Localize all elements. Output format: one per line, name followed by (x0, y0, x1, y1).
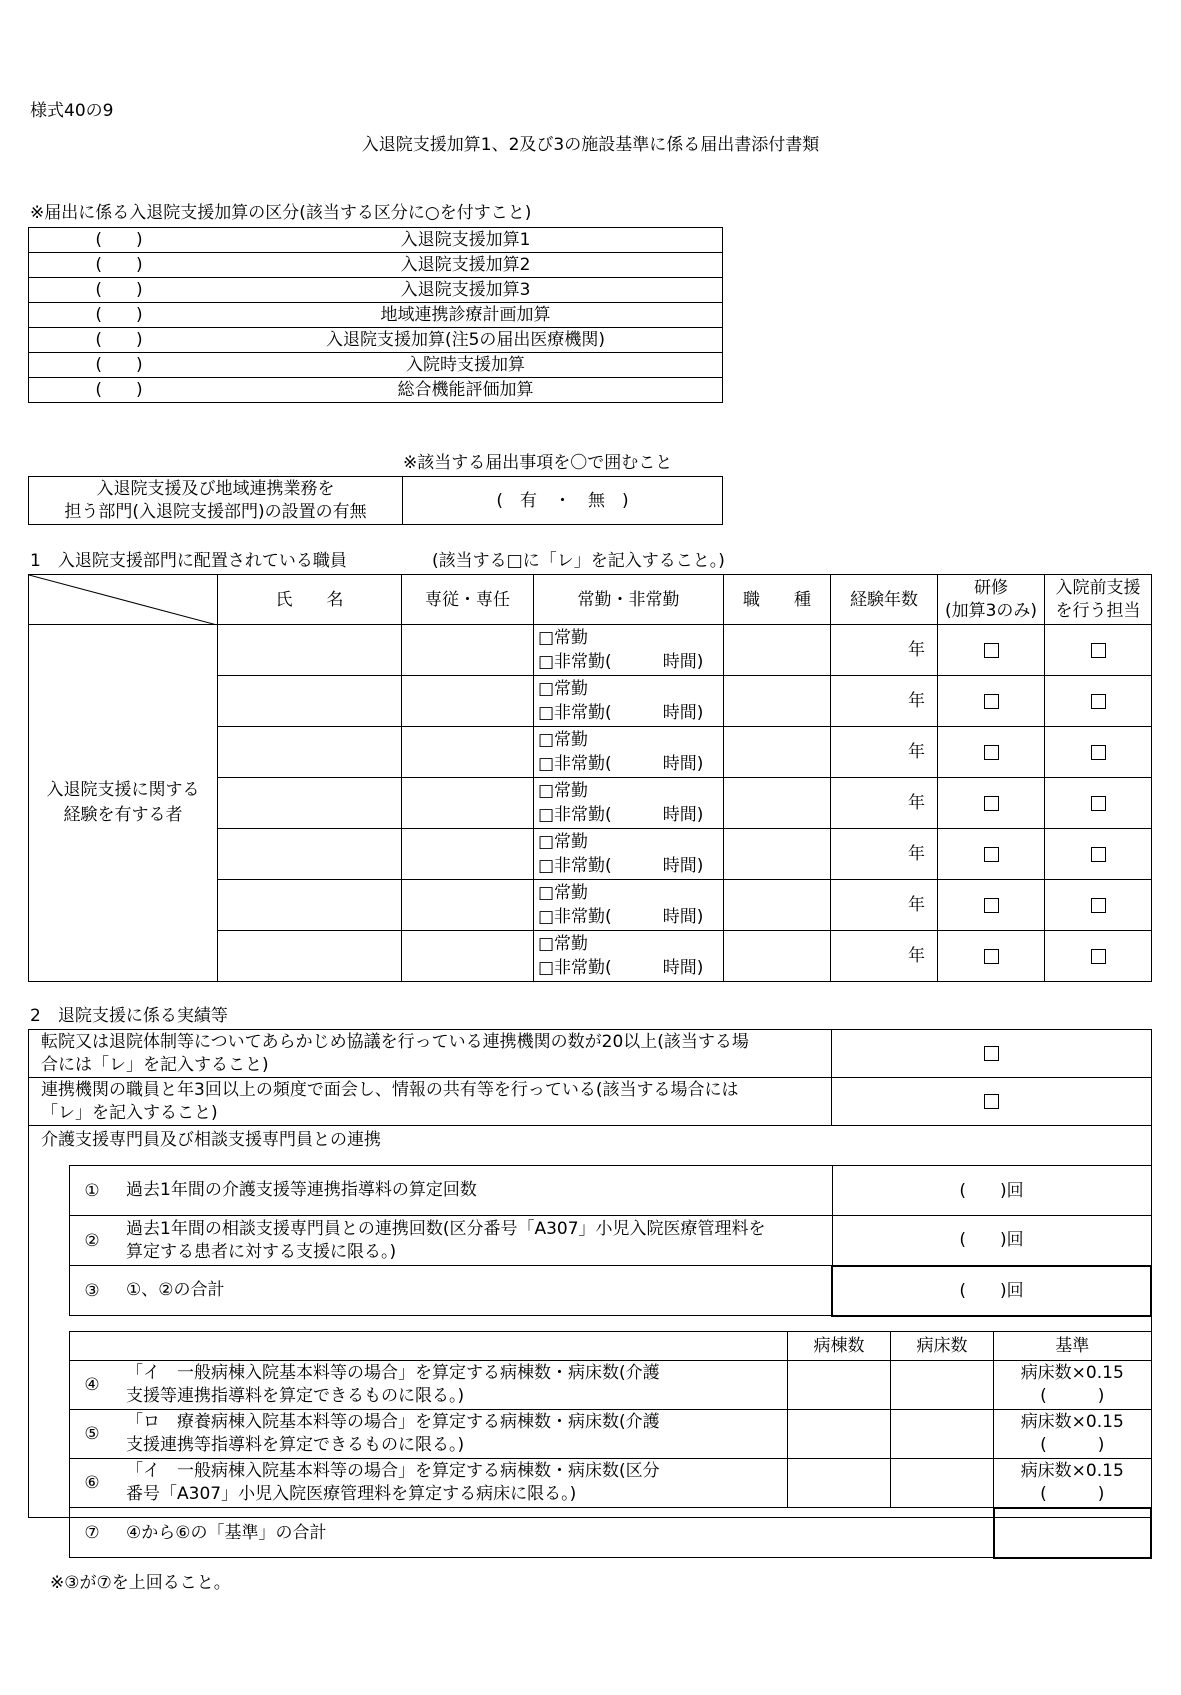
employment-cell[interactable] (534, 727, 724, 778)
category-paren[interactable]: ( ) (29, 228, 210, 253)
name-cell[interactable] (218, 778, 402, 829)
category-row (29, 328, 723, 353)
occupation-cell[interactable] (724, 676, 831, 727)
staff-table (28, 574, 1152, 982)
checkbox[interactable] (984, 745, 999, 760)
count-row (70, 1266, 1152, 1316)
checkbox[interactable] (984, 796, 999, 811)
fulltime-cell[interactable] (402, 880, 534, 931)
bed-row (70, 1459, 1152, 1508)
checkbox[interactable] (984, 847, 999, 862)
checkbox[interactable] (1091, 847, 1106, 862)
category-row (29, 278, 723, 303)
count-label: 過去1年間の相談支援専門員との連携回数(区分番号「A307」小児入院医療管理料を 算定する患者に対する支援に限る。) (114, 1216, 832, 1266)
category-paren[interactable]: ( ) (29, 353, 210, 378)
meeting-frequency-check-cell (832, 1078, 1152, 1126)
occupation-cell[interactable] (724, 727, 831, 778)
checkbox[interactable] (1091, 949, 1106, 964)
pre-admission-cell (1045, 676, 1152, 727)
header-standard: 基準 (994, 1332, 1152, 1361)
section1-heading-note: (該当する□に「レ」を記入すること。) (432, 551, 725, 571)
training-cell (938, 778, 1045, 829)
bed-row (70, 1410, 1152, 1459)
pre-admission-cell (1045, 727, 1152, 778)
occupation-cell[interactable] (724, 778, 831, 829)
employment-cell[interactable] (534, 778, 724, 829)
fulltime-cell[interactable] (402, 676, 534, 727)
fulltime-option[interactable]: □常勤 (538, 679, 589, 699)
header-beds: 病床数 (891, 1332, 994, 1361)
parttime-option[interactable]: □非常勤( 時間) (538, 958, 704, 978)
count-row (70, 1216, 1152, 1266)
name-cell[interactable] (218, 676, 402, 727)
fulltime-option[interactable]: □常勤 (538, 730, 589, 750)
training-cell (938, 625, 1045, 676)
fulltime-option[interactable]: □常勤 (538, 781, 589, 801)
category-label: 入退院支援加算3 (209, 278, 723, 303)
name-cell[interactable] (218, 880, 402, 931)
checkbox[interactable] (984, 898, 999, 913)
bed-label: 「ロ 療養病棟入院基本料等の場合」を算定する病棟数・病床数(介護 支援連携等指導料を算定できるものに限る。) (114, 1410, 788, 1459)
dept-table (28, 476, 723, 525)
count-value[interactable]: ( )回 (832, 1266, 1151, 1316)
category-label: 総合機能評価加算 (209, 378, 723, 403)
category-paren[interactable]: ( ) (29, 278, 210, 303)
parttime-option[interactable]: □非常勤( 時間) (538, 805, 704, 825)
header-years: 経験年数 (831, 575, 938, 625)
fulltime-option[interactable]: □常勤 (538, 883, 589, 903)
standard-cell[interactable]: 病床数×0.15 ( ) (994, 1410, 1152, 1459)
beds-cell[interactable] (891, 1361, 994, 1410)
row-number: ② (70, 1216, 115, 1266)
occupation-cell[interactable] (724, 931, 831, 982)
employment-cell[interactable] (534, 931, 724, 982)
category-label: 入院時支援加算 (209, 353, 723, 378)
years-cell[interactable]: 年 (831, 829, 938, 880)
years-cell[interactable]: 年 (831, 931, 938, 982)
meeting-frequency-row: 連携機関の職員と年3回以上の頻度で面会し、情報の共有等を行っている(該当する場合には 「レ」を記入すること) (29, 1078, 832, 1126)
fulltime-option[interactable]: □常勤 (538, 934, 589, 954)
checkbox[interactable] (984, 949, 999, 964)
parttime-option[interactable]: □非常勤( 時間) (538, 703, 704, 723)
dept-label: 入退院支援及び地域連携業務を 担う部門(入退院支援部門)の設置の有無 (29, 477, 403, 525)
header-employment: 常勤・非常勤 (534, 575, 724, 625)
count-label: 過去1年間の介護支援等連携指導料の算定回数 (114, 1166, 832, 1216)
checkbox[interactable] (1091, 643, 1106, 658)
parttime-option[interactable]: □非常勤( 時間) (538, 652, 704, 672)
category-label: 入退院支援加算(注5の届出医療機関) (209, 328, 723, 353)
checkbox[interactable] (984, 1046, 999, 1061)
years-cell[interactable]: 年 (831, 778, 938, 829)
category-row (29, 303, 723, 328)
form-id: 様式40の9 (30, 101, 114, 121)
pre-admission-cell (1045, 931, 1152, 982)
checkbox[interactable] (1091, 694, 1106, 709)
diagonal-line (29, 575, 217, 625)
name-cell[interactable] (218, 931, 402, 982)
standard-cell[interactable]: 病床数×0.15 ( ) (994, 1459, 1152, 1508)
fulltime-cell[interactable] (402, 727, 534, 778)
category-row (29, 228, 723, 253)
experience-label: 入退院支援に関する 経験を有する者 (29, 625, 218, 982)
section2-heading: 2 退院支援に係る実績等 (30, 1006, 228, 1026)
staff-row (29, 625, 1152, 676)
occupation-cell[interactable] (724, 829, 831, 880)
bed-label: 「イ 一般病棟入院基本料等の場合」を算定する病棟数・病床数(区分 番号「A307」小児入院医療管理料を算定する病床に限る。) (114, 1459, 788, 1508)
header-occupation: 職 種 (724, 575, 831, 625)
row-number: ① (70, 1166, 115, 1216)
row-number: ⑦ (70, 1508, 115, 1558)
count-value[interactable]: ( )回 (832, 1166, 1151, 1216)
checkbox[interactable] (1091, 745, 1106, 760)
training-cell (938, 676, 1045, 727)
fulltime-cell[interactable] (402, 829, 534, 880)
training-cell (938, 931, 1045, 982)
bed-table (69, 1331, 1152, 1559)
category-paren[interactable]: ( ) (29, 303, 210, 328)
total-label: ④から⑥の「基準」の合計 (114, 1508, 994, 1558)
header-diagonal-cell (29, 575, 218, 625)
occupation-cell[interactable] (724, 880, 831, 931)
category-row (29, 353, 723, 378)
row-number: ⑤ (70, 1410, 115, 1459)
fulltime-cell[interactable] (402, 931, 534, 982)
dept-note: ※該当する届出事項を〇で囲むこと (403, 453, 673, 473)
pre-admission-cell (1045, 880, 1152, 931)
category-row (29, 378, 723, 403)
category-label: 入退院支援加算1 (209, 228, 723, 253)
name-cell[interactable] (218, 625, 402, 676)
checkbox[interactable] (1091, 796, 1106, 811)
checkbox[interactable] (984, 643, 999, 658)
fulltime-cell[interactable] (402, 625, 534, 676)
occupation-cell[interactable] (724, 625, 831, 676)
row-number: ③ (70, 1266, 115, 1316)
checkbox[interactable] (1091, 898, 1106, 913)
category-paren[interactable]: ( ) (29, 378, 210, 403)
years-cell[interactable]: 年 (831, 625, 938, 676)
beds-cell[interactable] (891, 1410, 994, 1459)
fulltime-option[interactable]: □常勤 (538, 628, 589, 648)
fulltime-cell[interactable] (402, 778, 534, 829)
beds-cell[interactable] (891, 1459, 994, 1508)
bed-label: 「イ 一般病棟入院基本料等の場合」を算定する病棟数・病床数(介護 支援等連携指導料を算定できるものに限る。) (114, 1361, 788, 1410)
section1-heading: 1 入退院支援部門に配置されている職員 (30, 551, 347, 571)
category-label: 入退院支援加算2 (209, 253, 723, 278)
header-wards: 病棟数 (788, 1332, 891, 1361)
training-cell (938, 727, 1045, 778)
row-number: ⑥ (70, 1459, 115, 1508)
bed-row (70, 1361, 1152, 1410)
count-label: ①、②の合計 (114, 1266, 832, 1316)
total-value[interactable] (994, 1508, 1152, 1558)
training-cell (938, 829, 1045, 880)
wards-cell[interactable] (788, 1410, 891, 1459)
cooperation-count-row: 転院又は退院体制等についてあらかじめ協議を行っている連携機関の数が20以上(該当する場 合には「レ」を記入すること) (29, 1030, 832, 1078)
years-cell[interactable]: 年 (831, 880, 938, 931)
header-training: 研修 (加算3のみ) (938, 575, 1045, 625)
row-number: ④ (70, 1361, 115, 1410)
pre-admission-cell (1045, 778, 1152, 829)
total-row (70, 1508, 1152, 1558)
years-cell[interactable]: 年 (831, 676, 938, 727)
page-title: 入退院支援加算1、2及び3の施設基準に係る届出書添付書類 (361, 135, 820, 155)
checkbox[interactable] (984, 694, 999, 709)
wards-cell[interactable] (788, 1459, 891, 1508)
parttime-option[interactable]: □非常勤( 時間) (538, 856, 704, 876)
footnote: ※③が⑦を上回ること。 (50, 1573, 231, 1593)
care-manager-cooperation-label: 介護支援専門員及び相談支援専門員との連携 (41, 1130, 381, 1150)
count-value[interactable]: ( )回 (832, 1216, 1151, 1266)
fulltime-option[interactable]: □常勤 (538, 832, 589, 852)
employment-cell[interactable] (534, 880, 724, 931)
category-paren[interactable]: ( ) (29, 328, 210, 353)
count-row (70, 1166, 1152, 1216)
cooperation-count-check-cell (832, 1030, 1152, 1078)
pre-admission-cell (1045, 829, 1152, 880)
category-row (29, 253, 723, 278)
parttime-option[interactable]: □非常勤( 時間) (538, 754, 704, 774)
name-cell[interactable] (218, 727, 402, 778)
employment-cell[interactable] (534, 676, 724, 727)
header-pre-admission: 入院前支援 を行う担当 (1045, 575, 1152, 625)
category-label: 地域連携診療計画加算 (209, 303, 723, 328)
header-fulltime: 専従・専任 (402, 575, 534, 625)
bed-header-row (70, 1332, 1152, 1361)
standard-cell[interactable]: 病床数×0.15 ( ) (994, 1361, 1152, 1410)
employment-cell[interactable] (534, 625, 724, 676)
section0-note: ※届出に係る入退院支援加算の区分(該当する区分に○を付すこと) (30, 203, 532, 223)
wards-cell[interactable] (788, 1361, 891, 1410)
category-paren[interactable]: ( ) (29, 253, 210, 278)
header-name: 氏 名 (218, 575, 402, 625)
dept-value[interactable]: ( 有 ・ 無 ) (403, 477, 723, 525)
checkbox[interactable] (984, 1094, 999, 1109)
years-cell[interactable]: 年 (831, 727, 938, 778)
name-cell[interactable] (218, 829, 402, 880)
pre-admission-cell (1045, 625, 1152, 676)
parttime-option[interactable]: □非常勤( 時間) (538, 907, 704, 927)
training-cell (938, 880, 1045, 931)
cooperation-count-table (69, 1165, 1152, 1317)
employment-cell[interactable] (534, 829, 724, 880)
category-table (28, 227, 723, 403)
